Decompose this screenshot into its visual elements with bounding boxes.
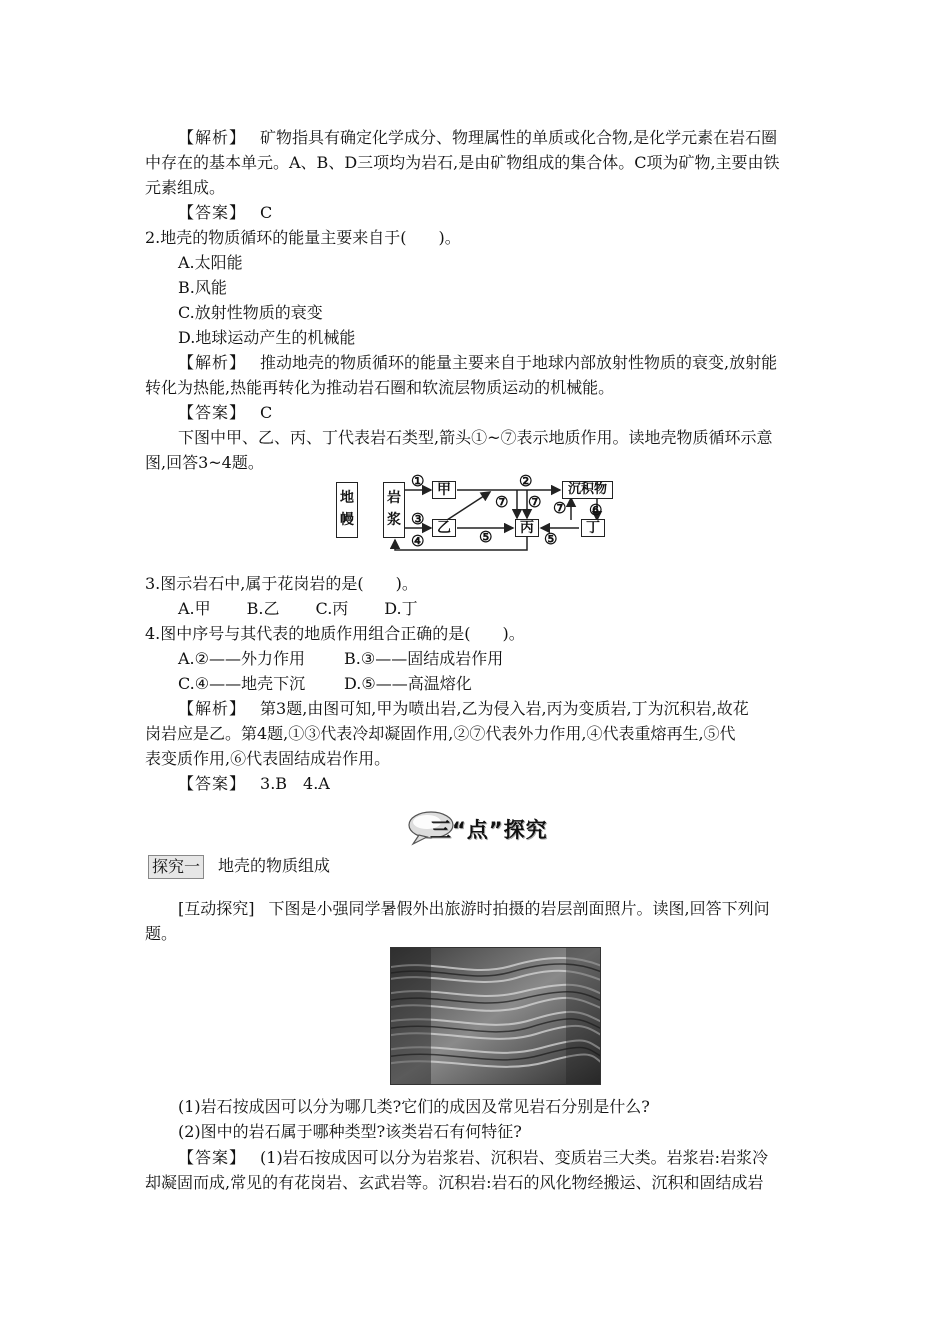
mantle-label: 地幔 bbox=[340, 490, 354, 528]
q34-answer bbox=[145, 772, 843, 796]
q2-analysis-line1 bbox=[145, 351, 843, 375]
q3-option-c: C.丙 bbox=[315, 599, 349, 618]
section-banner bbox=[405, 808, 550, 848]
magma-label-top: 岩 bbox=[387, 490, 401, 506]
section-banner-title: 三“点”探究 bbox=[430, 818, 548, 842]
q3-option-a: A.甲 bbox=[178, 599, 211, 618]
explore-question-1: (1)岩石按成因可以分为哪几类?它们的成因及常见岩石分别是什么? bbox=[178, 1097, 650, 1116]
q1-answer bbox=[145, 201, 843, 225]
label-n7a: ⑦ bbox=[495, 493, 509, 511]
q2-option-d: D.地球运动产生的机械能 bbox=[178, 328, 356, 347]
answer-tag: 【答案】 bbox=[178, 203, 247, 222]
label-n5b: ⑤ bbox=[544, 530, 558, 548]
q2-stem: 2.地壳的物质循环的能量主要来自于( )。 bbox=[145, 228, 461, 247]
explore-question-2: (2)图中的岩石属于哪种类型?该类岩石有何特征? bbox=[178, 1122, 522, 1141]
rock-strata-photo bbox=[390, 947, 601, 1085]
analysis-tag: 【解析】 bbox=[178, 128, 247, 147]
q4-option-d: D.⑤——高温熔化 bbox=[344, 674, 472, 693]
q3-option-b: B.乙 bbox=[246, 599, 280, 618]
answer-text: (1)岩石按成因可以分为岩浆岩、沉积岩、变质岩三大类。岩浆岩:岩浆冷 bbox=[260, 1148, 769, 1167]
q4-options-row2 bbox=[145, 672, 843, 696]
q3-option-d: D.丁 bbox=[384, 599, 418, 618]
rock-strata-image bbox=[391, 948, 600, 1084]
label-n6: ⑥ bbox=[589, 501, 603, 519]
rock-yi-box: 乙 bbox=[432, 519, 456, 537]
analysis-tag: 【解析】 bbox=[178, 699, 247, 718]
q1-analysis-line1 bbox=[145, 126, 843, 150]
q4-options-row1 bbox=[145, 647, 843, 671]
q34-analysis-line3: 表变质作用,⑥代表固结成岩作用。 bbox=[145, 749, 391, 768]
q3-stem: 3.图示岩石中,属于花岗岩的是( )。 bbox=[145, 574, 418, 593]
q2-analysis-line2: 转化为热能,热能再转化为推动岩石圈和软流层物质运动的机械能。 bbox=[145, 378, 615, 397]
explore-intro-line2: 题。 bbox=[145, 924, 178, 943]
answer-value: C bbox=[260, 403, 273, 422]
intro-line2: 图,回答3~4题。 bbox=[145, 453, 264, 472]
answer-tag: 【答案】 bbox=[178, 774, 247, 793]
label-n4: ④ bbox=[411, 532, 425, 550]
q4-option-b: B.③——固结成岩作用 bbox=[344, 649, 504, 668]
mantle-box bbox=[336, 482, 358, 538]
interactive-tag: [互动探究] bbox=[178, 899, 255, 918]
analysis-text: 矿物指具有确定化学成分、物理属性的单质或化合物,是化学元素在岩石圈 bbox=[260, 128, 778, 147]
answer-tag: 【答案】 bbox=[178, 1148, 247, 1167]
analysis-text: 第3题,由图可知,甲为喷出岩,乙为侵入岩,丙为变质岩,丁为沉积岩,故花 bbox=[260, 699, 749, 718]
q4-option-a: A.②——外力作用 bbox=[178, 649, 305, 668]
label-n1: ① bbox=[411, 472, 425, 490]
q1-analysis-line2: 中存在的基本单元。A、B、D三项均为岩石,是由矿物组成的集合体。C项为矿物,主要由铁 bbox=[145, 153, 780, 172]
label-n3: ③ bbox=[411, 510, 425, 528]
q2-option-c: C.放射性物质的衰变 bbox=[178, 303, 323, 322]
magma-label-bottom: 浆 bbox=[387, 512, 401, 528]
magma-box bbox=[383, 482, 405, 538]
sediment-box: 沉积物 bbox=[562, 481, 613, 499]
rock-jia-box: 甲 bbox=[432, 481, 456, 499]
q34-analysis-line2: 岗岩应是乙。第4题,①③代表冷却凝固作用,②⑦代表外力作用,④代表重熔再生,⑤代 bbox=[145, 724, 736, 743]
label-n5a: ⑤ bbox=[479, 528, 493, 546]
explore-answer-line1 bbox=[145, 1146, 843, 1170]
analysis-tag: 【解析】 bbox=[178, 353, 247, 372]
q2-option-a: A.太阳能 bbox=[178, 253, 243, 272]
rock-bing-box: 丙 bbox=[515, 519, 539, 537]
explore-intro-text: 下图是小强同学暑假外出旅游时拍摄的岩层剖面照片。读图,回答下列问 bbox=[268, 899, 770, 918]
explore-label: 探究一 bbox=[148, 855, 204, 879]
answer-value: 3.B 4.A bbox=[260, 774, 330, 793]
q2-answer bbox=[145, 401, 843, 425]
q34-analysis-line1 bbox=[145, 697, 843, 721]
label-n7c: ⑦ bbox=[553, 499, 567, 517]
analysis-text: 推动地壳的物质循环的能量主要来自于地球内部放射性物质的衰变,放射能 bbox=[260, 353, 778, 372]
intro-line1: 下图中甲、乙、丙、丁代表岩石类型,箭头①~⑦表示地质作用。读地壳物质循环示意 bbox=[178, 428, 773, 447]
label-n7b: ⑦ bbox=[528, 493, 542, 511]
label-n2: ② bbox=[519, 472, 533, 490]
q4-stem: 4.图中序号与其代表的地质作用组合正确的是( )。 bbox=[145, 624, 525, 643]
rock-ding-box: 丁 bbox=[581, 519, 605, 537]
explore-title: 地壳的物质组成 bbox=[218, 856, 331, 875]
answer-value: C bbox=[260, 203, 273, 222]
q2-option-b: B.风能 bbox=[178, 278, 227, 297]
explore-intro-line1 bbox=[145, 897, 843, 921]
rock-cycle-diagram bbox=[335, 472, 615, 558]
q3-options bbox=[145, 597, 843, 621]
answer-tag: 【答案】 bbox=[178, 403, 247, 422]
q4-option-c: C.④——地壳下沉 bbox=[178, 674, 306, 693]
explore-answer-line2: 却凝固而成,常见的有花岗岩、玄武岩等。沉积岩:岩石的风化物经搬运、沉积和固结成岩 bbox=[145, 1173, 764, 1192]
q1-analysis-line3: 元素组成。 bbox=[145, 178, 226, 197]
